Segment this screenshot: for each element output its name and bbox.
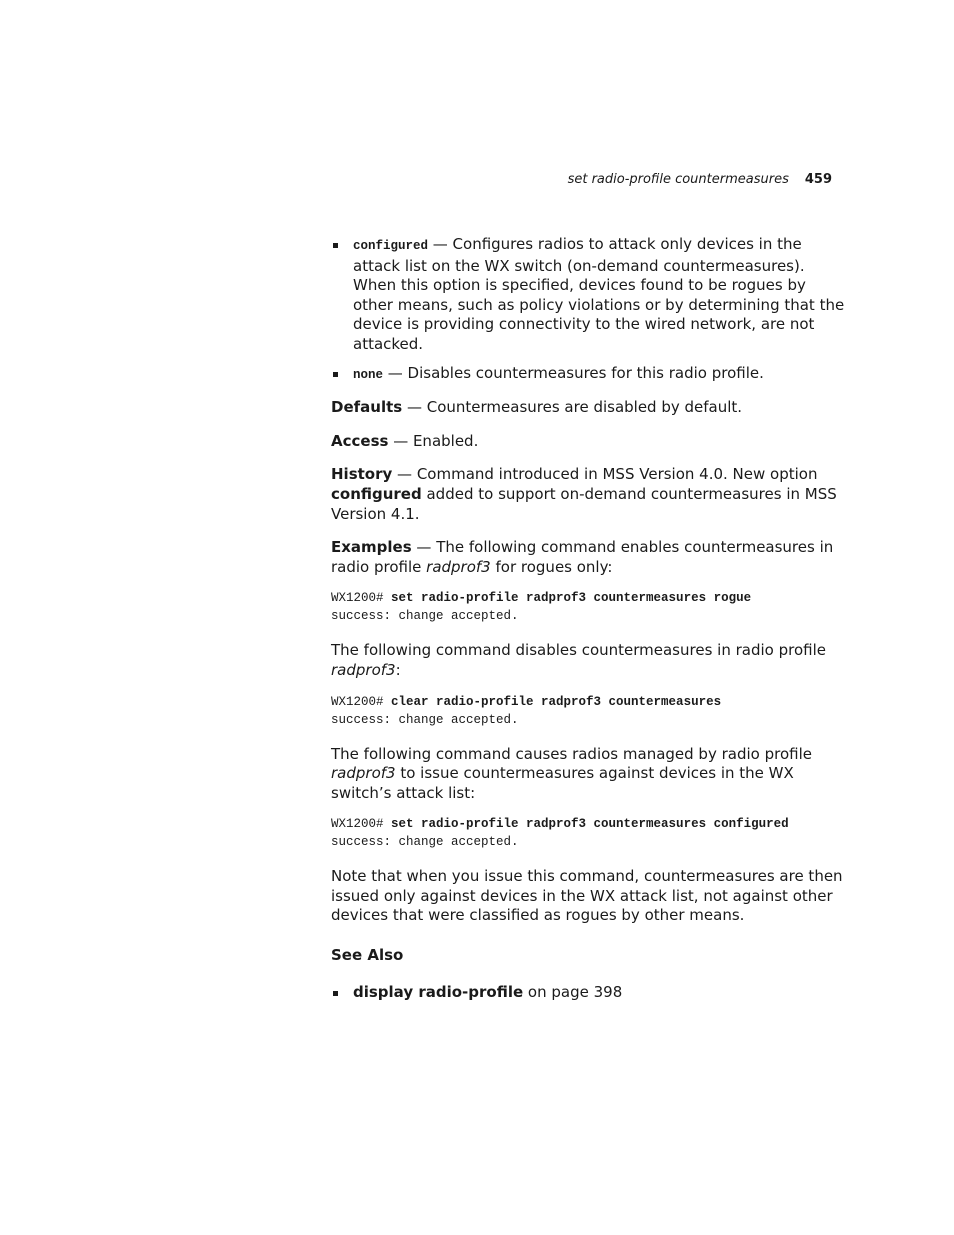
defaults-paragraph <box>331 398 846 418</box>
code-command: set radio-profile radprof3 countermeasures rogue <box>391 591 752 606</box>
main-content <box>331 235 846 1011</box>
history-text: — Command introduced in MSS Version 4.0. New option <box>392 465 818 484</box>
option-description: — Disables countermeasures for this radio profile. <box>383 363 764 382</box>
examples-intro-end: for rogues only: <box>490 557 613 576</box>
code-prompt: WX1200# <box>331 817 392 832</box>
access-text: — Enabled. <box>388 431 479 450</box>
see-also-link[interactable]: display radio-profile <box>353 982 524 1001</box>
access-label: Access <box>331 431 389 450</box>
bullet-square-icon <box>333 372 338 377</box>
code-command: set radio-profile radprof3 countermeasures configured <box>391 817 789 832</box>
bullet-square-icon <box>333 243 338 248</box>
option-keyword: configured <box>353 239 429 253</box>
history-text-end: added to support on-demand countermeasures in MSS Version 4.1. <box>331 484 837 523</box>
note-paragraph: Note that when you issue this command, countermeasures are then issued only against devices in the WX attack list, not against other devices that were classified as rogues by other means. <box>331 867 843 925</box>
examples-label: Examples <box>331 538 412 557</box>
example-3-end: to issue countermeasures against devices in the WX switch’s attack list: <box>331 764 794 802</box>
see-also-page-ref: on page 398 <box>523 982 623 1001</box>
history-keyword: configured <box>331 484 422 503</box>
option-keyword: none <box>353 367 384 382</box>
option-none <box>331 364 846 386</box>
option-description: — Configures radios to attack only devices in the attack list on the WX switch (on-demand countermeasures). When this option is specified, devices found to be rogues by other means, such as policy violations or by determining that the device is providing connectivity to the wired network, are not attacked. <box>353 235 845 353</box>
example-3-profile-name: radprof3 <box>331 764 396 783</box>
example-2-text: The following command disables countermeasures in radio profile <box>331 641 826 660</box>
example-3-text: The following command causes radios managed by radio profile <box>331 744 812 763</box>
code-output: success: change accepted. <box>331 835 519 850</box>
history-label: History <box>331 465 393 484</box>
example-2-paragraph <box>331 641 846 680</box>
see-also-item <box>331 983 846 1003</box>
examples-profile-name: radprof3 <box>426 557 491 576</box>
running-header <box>568 171 832 189</box>
examples-intro: — The following command enables countermeasures in radio profile <box>331 538 834 576</box>
code-block-1 <box>331 589 846 625</box>
examples-paragraph <box>331 538 846 577</box>
example-3-paragraph <box>331 745 846 804</box>
option-configured <box>331 235 846 355</box>
bullet-square-icon <box>333 991 338 996</box>
header-title: set radio-profile countermeasures <box>567 172 789 187</box>
example-2-profile-name: radprof3 <box>331 660 396 679</box>
example-2-end: : <box>395 660 401 679</box>
code-output: success: change accepted. <box>331 712 519 727</box>
history-paragraph <box>331 465 846 524</box>
page-number: 459 <box>804 172 832 187</box>
access-paragraph <box>331 432 846 452</box>
code-output: success: change accepted. <box>331 609 519 624</box>
code-command: clear radio-profile radprof3 countermeasures <box>391 694 722 709</box>
code-block-2 <box>331 693 846 729</box>
defaults-label: Defaults <box>331 398 403 417</box>
code-prompt: WX1200# <box>331 694 392 709</box>
defaults-text: — Countermeasures are disabled by default. <box>402 398 743 417</box>
see-also-heading: See Also <box>331 946 404 965</box>
code-block-3 <box>331 815 846 851</box>
code-prompt: WX1200# <box>331 591 392 606</box>
